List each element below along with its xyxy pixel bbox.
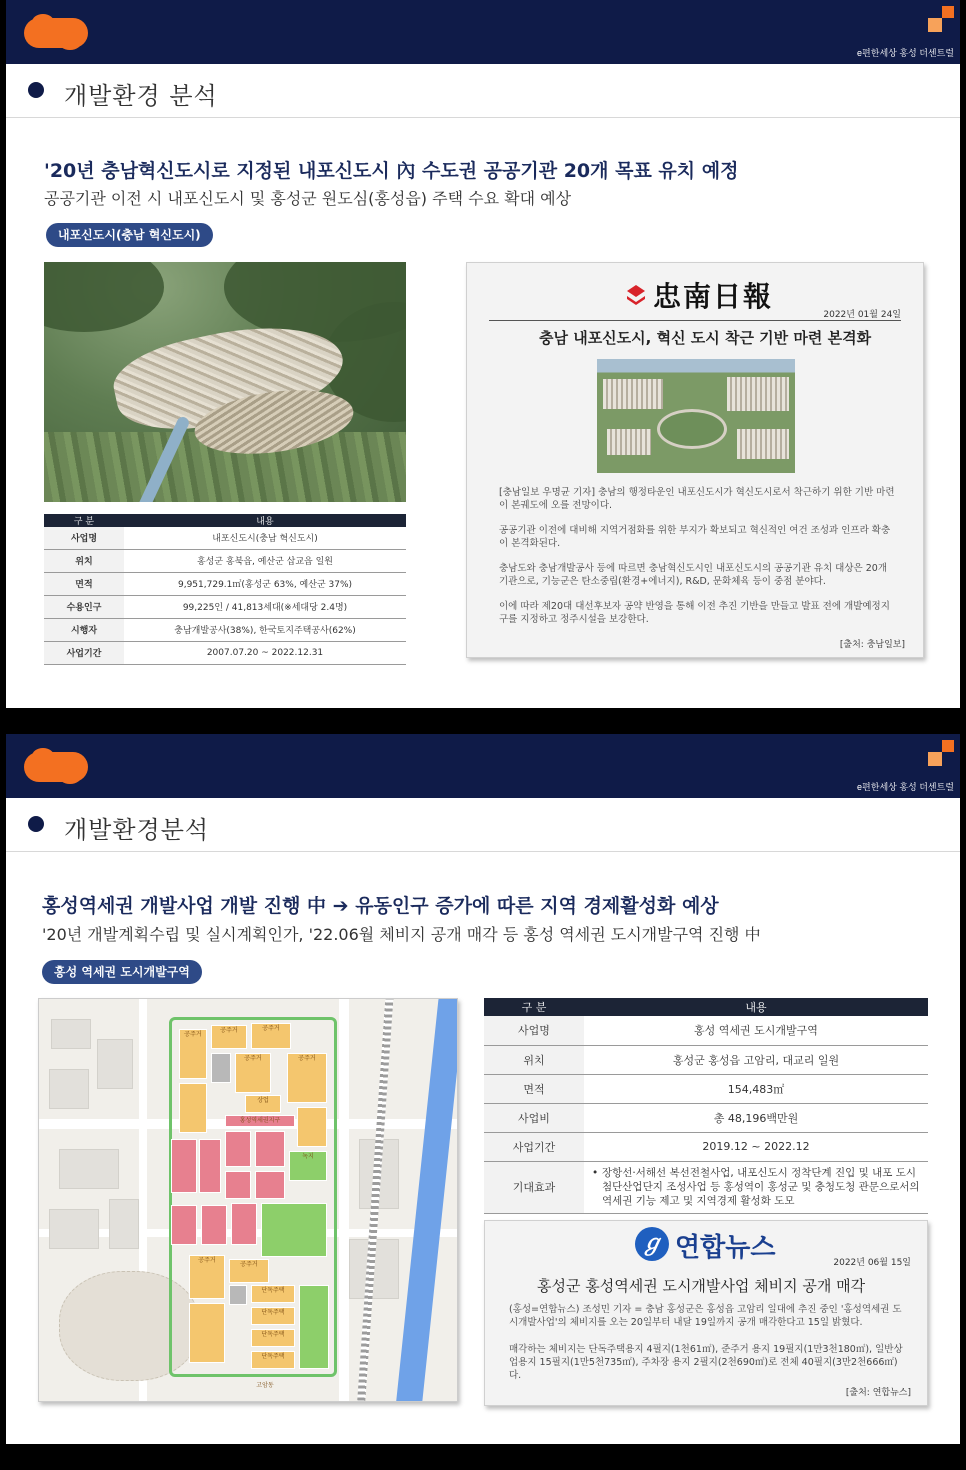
table-row: [484, 1016, 928, 1045]
section-pill: 내포신도시(충남 혁신도시): [46, 223, 213, 247]
news-source: [출처: 연합뉴스]: [845, 1388, 911, 1398]
zone-label: 공주거: [211, 1025, 247, 1049]
divider: [489, 320, 901, 321]
slide-2: [6, 734, 960, 1444]
zone-label: 공주거: [251, 1023, 291, 1049]
row-key: 시행자: [44, 618, 124, 641]
zone-block: [171, 1205, 197, 1245]
table-header: 내용: [124, 514, 406, 527]
zone-block: [211, 1053, 231, 1083]
district-map: [38, 998, 458, 1402]
zone-label: 공주거: [179, 1029, 207, 1079]
zone-block: [297, 1107, 327, 1147]
table-row: [44, 618, 406, 641]
newspaper-name: 忠南日報: [653, 280, 774, 313]
table-header: 내용: [584, 998, 928, 1016]
news-date: 2022년 01월 24일: [823, 310, 901, 320]
row-value: [584, 1161, 928, 1213]
row-value: 홍성군 홍북읍, 예산군 삽교읍 일원: [124, 549, 406, 572]
bullet-icon: [28, 82, 44, 98]
table-header: 구 분: [44, 514, 124, 527]
row-key: 위치: [484, 1045, 584, 1074]
row-key: 기대효과: [484, 1161, 584, 1213]
zone-block: [255, 1171, 285, 1199]
project-table: [484, 998, 928, 1214]
row-value: 2007.07.20 ~ 2022.12.31: [124, 641, 406, 664]
zone-block: [231, 1203, 257, 1245]
row-key: 사업명: [484, 1016, 584, 1045]
zone-block: [171, 1139, 197, 1193]
map-place-label: 고암동: [256, 1382, 274, 1389]
table-row: [44, 527, 406, 549]
row-key: 수용인구: [44, 595, 124, 618]
row-value: 2019.12 ~ 2022.12: [584, 1132, 928, 1161]
brand-text: e편한세상 홍성 더센트럴: [857, 782, 954, 792]
newspaper-logo-icon: [625, 283, 647, 305]
subline: 공공기관 이전 시 내포신도시 및 홍성군 원도심(홍성읍) 주택 수요 확대 예상: [44, 189, 572, 208]
table-row: [44, 595, 406, 618]
row-value: 99,225인 / 41,813세대(※세대당 2.4명): [124, 595, 406, 618]
section-header: [6, 798, 960, 852]
zone-label: 단독주택: [251, 1307, 295, 1325]
table-row: [484, 1103, 928, 1132]
corner-square-icon: [928, 752, 942, 766]
row-key: 사업명: [44, 527, 124, 549]
news-paragraph: [충남일보 우명균 기자] 충남의 행정타운인 내포신도시가 혁신도시로서 착근하기 위한 기반 마련이 본궤도에 오를 전망이다.: [499, 487, 895, 511]
top-bar: [6, 0, 960, 64]
row-key: 사업기간: [44, 641, 124, 664]
zone-label: 단독주택: [251, 1329, 295, 1347]
news-paragraph: 매각하는 체비지는 단독주택용지 4필지(1천61㎡), 준주거 용지 19필지(1만3천180㎡), 일반상업용지 15필지(1만5천735㎡), 주차장 용지 2필지(2천690㎡)로 전체 40필지(3만2천666㎡)다.: [509, 1344, 903, 1381]
section-pill: 홍성 역세권 도시개발구역: [42, 960, 202, 984]
section-header: [6, 64, 960, 118]
table-row: [484, 1074, 928, 1103]
aerial-photo: [44, 262, 406, 502]
corner-square-icon: [928, 18, 942, 32]
headline: '20년 충남혁신도시로 지정된 내포신도시 內 수도권 공공기관 20개 목표 유치 예정: [44, 160, 739, 182]
table-row: [44, 572, 406, 595]
zone-block: [255, 1131, 285, 1167]
headline: 홍성역세권 개발사업 개발 진행 中 ➔ 유동인구 증가에 따른 지역 경제활성화 예상: [42, 895, 719, 917]
table-row: [44, 549, 406, 572]
project-table: [44, 514, 406, 665]
table-row: [484, 1161, 928, 1213]
row-value: 9,951,729.1㎡(홍성군 63%, 예산군 37%): [124, 572, 406, 595]
zone-label: 공주거: [229, 1259, 269, 1283]
row-value: 충남개발공사(38%), 한국토지주택공사(62%): [124, 618, 406, 641]
row-value: 홍성 역세권 도시개발구역: [584, 1016, 928, 1045]
row-value: 홍성군 홍성읍 고암리, 대교리 일원: [584, 1045, 928, 1074]
table-row: [484, 1132, 928, 1161]
corner-square-icon: [942, 6, 954, 18]
zone-block: [189, 1303, 225, 1363]
cloud-logo-icon: [24, 18, 88, 48]
table-header: 구 분: [484, 998, 584, 1016]
row-key: 사업비: [484, 1103, 584, 1132]
zone-label: 공주거: [287, 1053, 327, 1103]
row-key: 면적: [44, 572, 124, 595]
news-paragraph: 이에 따라 제20대 대선후보자 공약 반영을 통해 이전 추진 기반을 만들고 발표 전에 개발예정지구를 지정하고 정주시설을 보강한다.: [499, 601, 890, 625]
row-key: 면적: [484, 1074, 584, 1103]
news-headline: 홍성군 홍성역세권 도시개발사업 체비지 공개 매각: [537, 1277, 866, 1295]
subline: '20년 개발계획수립 및 실시계획인가, '22.06월 체비지 공개 매각 등 홍성 역세권 도시개발구역 진행 中: [42, 925, 761, 944]
zone-block: [225, 1171, 251, 1199]
news-card: [484, 1220, 928, 1406]
section-title: 개발환경 분석: [64, 82, 218, 110]
zone-label: 상업: [245, 1095, 281, 1113]
top-bar: [6, 734, 960, 798]
corner-square-icon: [942, 740, 954, 752]
zone-label: 단독주택: [251, 1285, 295, 1303]
effect-text: 장항선·서해선 복선전철사업, 내포신도시 정착단계 진입 및 내포 도시첨단산업단지 조성사업 등 홍성역이 홍성군 및 충청도청 관문으로서의 역세권 기능 제고 및 지역경제 활성화 도모: [602, 1167, 920, 1207]
table-row: [484, 1045, 928, 1074]
news-paragraph: 충남도와 충남개발공사 등에 따르면 충남혁신도시인 내포신도시의 공공기관 유치 대상은 20개 기관으로, 기능군은 탄소중립(환경+에너지), R&D, 문화체육 등이 중점 분야다.: [499, 563, 887, 587]
zone-label: 단독주택: [251, 1351, 295, 1369]
row-value: 내포신도시(충남 혁신도시): [124, 527, 406, 549]
row-value: 154,483㎡: [584, 1074, 928, 1103]
news-paragraph: (홍성=연합뉴스) 조성민 기자 = 충남 홍성군은 홍성읍 고암리 일대에 추진 중인 '홍성역세권 도시개발사업'의 체비지를 오는 20일부터 내달 19일까지 공개 매각한다고 15일 밝혔다.: [509, 1304, 902, 1328]
bullet-dot-icon: •: [592, 1166, 599, 1179]
news-date: 2022년 06월 15일: [833, 1258, 911, 1268]
section-title: 개발환경분석: [64, 816, 210, 844]
zone-label: 공주거: [235, 1053, 271, 1093]
news-source: [출처: 충남일보]: [839, 640, 905, 650]
row-value: 총 48,196백만원: [584, 1103, 928, 1132]
table-row: [44, 641, 406, 664]
row-key: 사업기간: [484, 1132, 584, 1161]
zone-block: [201, 1205, 227, 1245]
cloud-logo-icon: [24, 752, 88, 782]
zone-block: [225, 1131, 251, 1167]
zone-block: [229, 1285, 247, 1305]
zone-label: 녹지: [289, 1151, 327, 1181]
news-card: [466, 262, 924, 658]
news-paragraph: 공공기관 이전에 대비해 지역거점화를 위한 부지가 확보되고 혁신적인 여건 조성과 인프라 확충이 본격화된다.: [499, 525, 891, 549]
zone-block: [299, 1285, 329, 1369]
brand-text: e편한세상 홍성 더센트럴: [857, 48, 954, 58]
zone-block: [261, 1203, 327, 1257]
bullet-icon: [28, 816, 44, 832]
row-key: 위치: [44, 549, 124, 572]
zone-block: [199, 1139, 221, 1193]
yonhap-logo-icon: ℊ: [635, 1227, 669, 1261]
news-photo: [597, 359, 795, 473]
zone-block: [179, 1083, 207, 1133]
news-headline: 충남 내포신도시, 혁신 도시 착근 기반 마련 본격화: [539, 329, 872, 347]
station-zone-label: 홍성역세권지구: [225, 1115, 295, 1127]
zone-label: 공주거: [189, 1255, 225, 1299]
slide-1: [6, 0, 960, 708]
news-agency: 연합뉴스: [675, 1233, 776, 1263]
